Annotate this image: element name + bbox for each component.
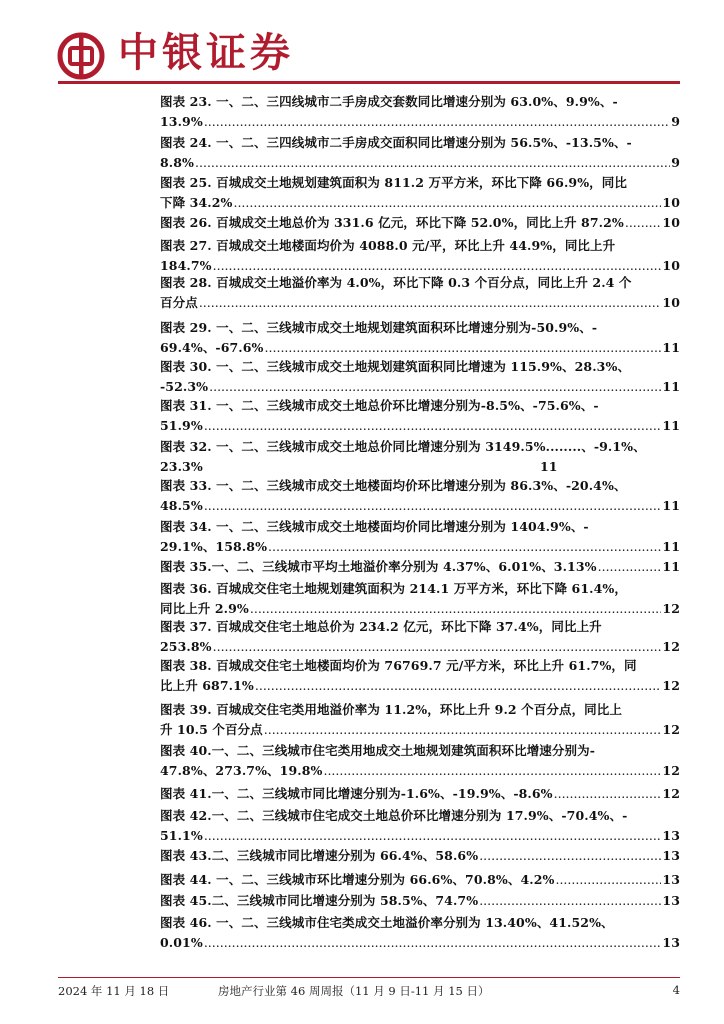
toc-page-number: 9 bbox=[671, 155, 680, 170]
toc-entry[interactable] bbox=[160, 891, 680, 911]
toc-entry-line bbox=[160, 457, 680, 477]
toc-entry-text: 图表 43.二、三线城市同比增速分别为 66.4%、58.6% bbox=[160, 848, 479, 863]
brand-name: 中银证券 bbox=[118, 30, 294, 76]
toc-entry-line bbox=[160, 537, 680, 557]
toc-entry-line bbox=[160, 637, 680, 657]
toc-leader-dots bbox=[555, 870, 661, 890]
toc-entry-text: 图表 39. 百城成交住宅类用地溢价率为 11.2%，环比上升 9.2 个百分点，同比上 bbox=[160, 702, 622, 717]
toc-page-number: 13 bbox=[662, 935, 680, 950]
toc-entry-text: 图表 35.一、二、三线城市平均土地溢价率分别为 4.37%、6.01%、3.13% bbox=[160, 559, 597, 574]
toc-leader-dots bbox=[265, 338, 662, 358]
toc-leader-dots bbox=[204, 112, 670, 132]
toc-entry[interactable] bbox=[160, 617, 680, 657]
toc-leader-dots bbox=[204, 416, 662, 436]
toc-entry[interactable] bbox=[160, 579, 680, 619]
toc-entry-text: 51.1% bbox=[160, 828, 203, 843]
toc-entry[interactable] bbox=[160, 213, 680, 233]
toc-entry-text: 图表 29. 一、二、三线城市成交土地规划建筑面积环比增速分别为-50.9%、- bbox=[160, 320, 598, 335]
toc-entry-text: -52.3% bbox=[160, 379, 209, 394]
toc-entry-line bbox=[160, 338, 680, 358]
toc-entry-text: 图表 34. 一、二、三线城市成交土地楼面均价同比增速分别为 1404.9%、- bbox=[160, 519, 589, 534]
toc-entry-line bbox=[160, 416, 680, 436]
toc-leader-dots bbox=[233, 193, 661, 213]
toc-entry[interactable] bbox=[160, 476, 680, 516]
toc-page-number: 10 bbox=[662, 258, 680, 273]
toc-entry-text: 图表 36. 百城成交住宅土地规划建筑面积为 214.1 万平方米，环比下降 61.4%， bbox=[160, 581, 627, 596]
toc-entry[interactable] bbox=[160, 700, 680, 740]
toc-entry-text: 百分点 bbox=[160, 295, 198, 310]
toc-entry-line bbox=[160, 193, 680, 213]
toc-entry-text: 同比上升 2.9% bbox=[160, 601, 249, 616]
toc-entry[interactable] bbox=[160, 92, 680, 132]
page-footer bbox=[58, 983, 680, 1001]
toc-entry-line bbox=[160, 761, 680, 781]
toc-entry-line bbox=[160, 236, 680, 256]
toc-entry[interactable] bbox=[160, 437, 680, 477]
toc-leader-dots bbox=[264, 720, 662, 740]
toc-page-number: 10 bbox=[662, 295, 680, 310]
toc-entry-text: 升 10.5 个百分点 bbox=[160, 722, 263, 737]
toc-entry-text: 13.9% bbox=[160, 114, 203, 129]
toc-entry-line bbox=[160, 357, 680, 377]
toc-entry-text: 图表 37. 百城成交住宅土地总价为 234.2 亿元，环比下降 37.4%，同比上升 bbox=[160, 619, 602, 634]
toc-page-number: 12 bbox=[662, 678, 680, 693]
toc-entry-line bbox=[160, 579, 680, 599]
toc-entry-text: 图表 33. 一、二、三线城市成交土地楼面均价环比增速分别为 86.3%、-20.4%、 bbox=[160, 478, 627, 493]
toc-entry-text: 8.8% bbox=[160, 155, 195, 170]
toc-entry-line bbox=[160, 656, 680, 676]
toc-page-number: 13 bbox=[662, 893, 680, 908]
toc-entry-line bbox=[160, 557, 680, 577]
toc-entry-line bbox=[160, 273, 680, 293]
toc-page-number: 11 bbox=[662, 418, 680, 433]
toc-entry-line bbox=[160, 806, 680, 826]
toc-entry[interactable] bbox=[160, 318, 680, 358]
footer-divider bbox=[58, 977, 680, 978]
toc-entry-text: 图表 46. 一、二、三线城市住宅类成交土地溢价率分别为 13.40%、41.52%、 bbox=[160, 915, 614, 930]
toc-entry-line bbox=[160, 377, 680, 397]
toc-leader-dots bbox=[255, 676, 662, 696]
toc-entry[interactable] bbox=[160, 133, 680, 173]
footer-report-title: 房地产行业第 46 周周报（11 月 9 日-11 月 15 日） bbox=[218, 984, 490, 998]
toc-entry-text: 图表 42.一、二、三线城市住宅成交土地总价环比增速分别为 17.9%、-70.4%、- bbox=[160, 808, 628, 823]
toc-entry-line bbox=[160, 293, 680, 313]
toc-leader-dots bbox=[213, 637, 662, 657]
toc-entry-text: 图表 23. 一、二、三四线城市二手房成交套数同比增速分别为 63.0%、9.9%、- bbox=[160, 94, 618, 109]
toc-page-number: 12 bbox=[662, 786, 680, 801]
toc-entry-text: 图表 30. 一、二、三线城市成交土地规划建筑面积同比增速为 115.9%、28.3%、 bbox=[160, 359, 631, 374]
toc-entry-text: 69.4%、-67.6% bbox=[160, 340, 264, 355]
toc-entry-line bbox=[160, 784, 680, 804]
toc-entry-text: 图表 40.一、二、三线城市住宅类用地成交土地规划建筑面积环比增速分别为- bbox=[160, 743, 595, 758]
toc-entry-line bbox=[160, 826, 680, 846]
toc-entry[interactable] bbox=[160, 806, 680, 846]
bank-of-china-logo-icon bbox=[56, 31, 106, 81]
toc-entry-line bbox=[160, 213, 680, 233]
toc-page-number: 11 bbox=[662, 498, 680, 513]
toc-entry-text: 图表 26. 百城成交土地总价为 331.6 亿元，环比下降 52.0%，同比上升 87.2% bbox=[160, 215, 624, 230]
toc-page-number: 12 bbox=[662, 722, 680, 737]
toc-entry-line bbox=[160, 617, 680, 637]
toc-entry[interactable] bbox=[160, 357, 680, 397]
toc-entry-text: 图表 32. 一、二、三线城市成交土地总价同比增速分别为 3149.5%........、-9.1%、 bbox=[160, 439, 646, 454]
toc-entry[interactable] bbox=[160, 784, 680, 804]
toc-entry[interactable] bbox=[160, 656, 680, 696]
toc-leader-dots bbox=[554, 784, 662, 804]
toc-entry-text: 23.3% bbox=[160, 459, 203, 474]
toc-entry[interactable] bbox=[160, 236, 680, 276]
header-divider bbox=[58, 81, 680, 84]
toc-entry-line bbox=[160, 891, 680, 911]
toc-entry-line bbox=[160, 676, 680, 696]
toc-page-number: 10 bbox=[662, 215, 680, 230]
toc-entry[interactable] bbox=[160, 913, 680, 953]
toc-leader-dots bbox=[195, 153, 670, 173]
toc-entry-text: 184.7% bbox=[160, 258, 212, 273]
toc-entry[interactable] bbox=[160, 846, 680, 866]
toc-entry-line bbox=[160, 846, 680, 866]
toc-page-number: 9 bbox=[671, 114, 680, 129]
toc-leader-dots bbox=[268, 537, 661, 557]
toc-entry-line bbox=[160, 933, 680, 953]
toc-entry-line bbox=[160, 318, 680, 338]
toc-entry-line bbox=[160, 700, 680, 720]
toc-entry-line bbox=[160, 173, 680, 193]
toc-page-number: 13 bbox=[662, 848, 680, 863]
toc-entry-line bbox=[160, 112, 680, 132]
toc-page-number: 12 bbox=[662, 763, 680, 778]
toc-entry-text: 图表 31. 一、二、三线城市成交土地总价环比增速分别为-8.5%、-75.6%、- bbox=[160, 398, 599, 413]
toc-leader-dots bbox=[204, 826, 662, 846]
toc-leader-dots bbox=[209, 377, 661, 397]
toc-page-number: 12 bbox=[662, 639, 680, 654]
toc-entry[interactable] bbox=[160, 870, 680, 890]
toc-entry[interactable] bbox=[160, 273, 680, 313]
toc-entry-text: 图表 45.二、三线城市同比增速分别为 58.5%、74.7% bbox=[160, 893, 479, 908]
toc-leader-dots bbox=[250, 599, 662, 619]
toc-entry-line bbox=[160, 517, 680, 537]
toc-entry-line bbox=[160, 870, 680, 890]
toc-entry-text: 图表 41.一、二、三线城市同比增速分别为-1.6%、-19.9%、-8.6% bbox=[160, 786, 553, 801]
toc-entry-text: 图表 27. 百城成交土地楼面均价为 4088.0 元/平，环比上升 44.9%，同比上升 bbox=[160, 238, 616, 253]
toc-entry-line bbox=[160, 133, 680, 153]
toc-page-number: 11 bbox=[662, 559, 680, 574]
toc-leader-dots bbox=[204, 933, 662, 953]
toc-entry-text: 253.8% bbox=[160, 639, 212, 654]
footer-date: 2024 年 11 月 18 日 bbox=[58, 984, 170, 998]
toc-page-number: 11 bbox=[662, 539, 680, 554]
toc-leader-dots bbox=[204, 496, 662, 516]
toc-entry-text: 图表 38. 百城成交住宅土地楼面均价为 76769.7 元/平方米，环比上升 61.7%，同 bbox=[160, 658, 637, 673]
toc-entry[interactable] bbox=[160, 396, 680, 436]
toc-entry-line bbox=[160, 476, 680, 496]
toc-page-number: 12 bbox=[662, 601, 680, 616]
toc-entry-text: 0.01% bbox=[160, 935, 203, 950]
toc-entry-line bbox=[160, 741, 680, 761]
toc-entry-line bbox=[160, 437, 680, 457]
toc-entry-line bbox=[160, 92, 680, 112]
toc-entry-text: 47.8%、273.7%、19.8% bbox=[160, 763, 323, 778]
toc-entry-text: 29.1%、158.8% bbox=[160, 539, 268, 554]
toc-leader-dots bbox=[625, 213, 662, 233]
toc-entry-text: 图表 25. 百城成交土地规划建筑面积为 811.2 万平方米，环比下降 66.9%，同比 bbox=[160, 175, 627, 190]
toc-entry[interactable] bbox=[160, 173, 680, 213]
toc-entry[interactable] bbox=[160, 517, 680, 557]
toc-leader-dots bbox=[598, 557, 662, 577]
toc-entry-line bbox=[160, 496, 680, 516]
toc-entry-line bbox=[160, 153, 680, 173]
toc-entry-text: 图表 24. 一、二、三四线城市二手房成交面积同比增速分别为 56.5%、-13.5%、- bbox=[160, 135, 632, 150]
table-of-figures bbox=[160, 92, 680, 972]
toc-page-number: 11 bbox=[662, 379, 680, 394]
toc-entry-text: 48.5% bbox=[160, 498, 203, 513]
toc-page-number: 11 bbox=[662, 340, 680, 355]
toc-page-number: 11 bbox=[540, 459, 558, 474]
toc-leader-dots bbox=[199, 293, 662, 313]
toc-page-number: 13 bbox=[662, 828, 680, 843]
toc-entry-line bbox=[160, 913, 680, 933]
toc-entry-line bbox=[160, 599, 680, 619]
toc-entry-text: 比上升 687.1% bbox=[160, 678, 254, 693]
toc-entry-line bbox=[160, 396, 680, 416]
toc-page-number: 13 bbox=[662, 872, 680, 887]
toc-leader-dots bbox=[479, 891, 661, 911]
toc-page-number: 10 bbox=[662, 195, 680, 210]
footer-page-number: 4 bbox=[672, 983, 680, 997]
toc-entry-text: 51.9% bbox=[160, 418, 203, 433]
toc-entry-text: 图表 44. 一、二、三线城市环比增速分别为 66.6%、70.8%、4.2% bbox=[160, 872, 555, 887]
toc-entry[interactable] bbox=[160, 741, 680, 781]
toc-entry-line bbox=[160, 720, 680, 740]
page-header bbox=[0, 0, 724, 90]
toc-entry-text: 下降 34.2% bbox=[160, 195, 233, 210]
toc-entry[interactable] bbox=[160, 557, 680, 577]
toc-leader-dots bbox=[479, 846, 661, 866]
toc-leader-dots bbox=[323, 761, 661, 781]
toc-entry-text: 图表 28. 百城成交土地溢价率为 4.0%，环比下降 0.3 个百分点，同比上升 2.4 个 bbox=[160, 275, 632, 290]
